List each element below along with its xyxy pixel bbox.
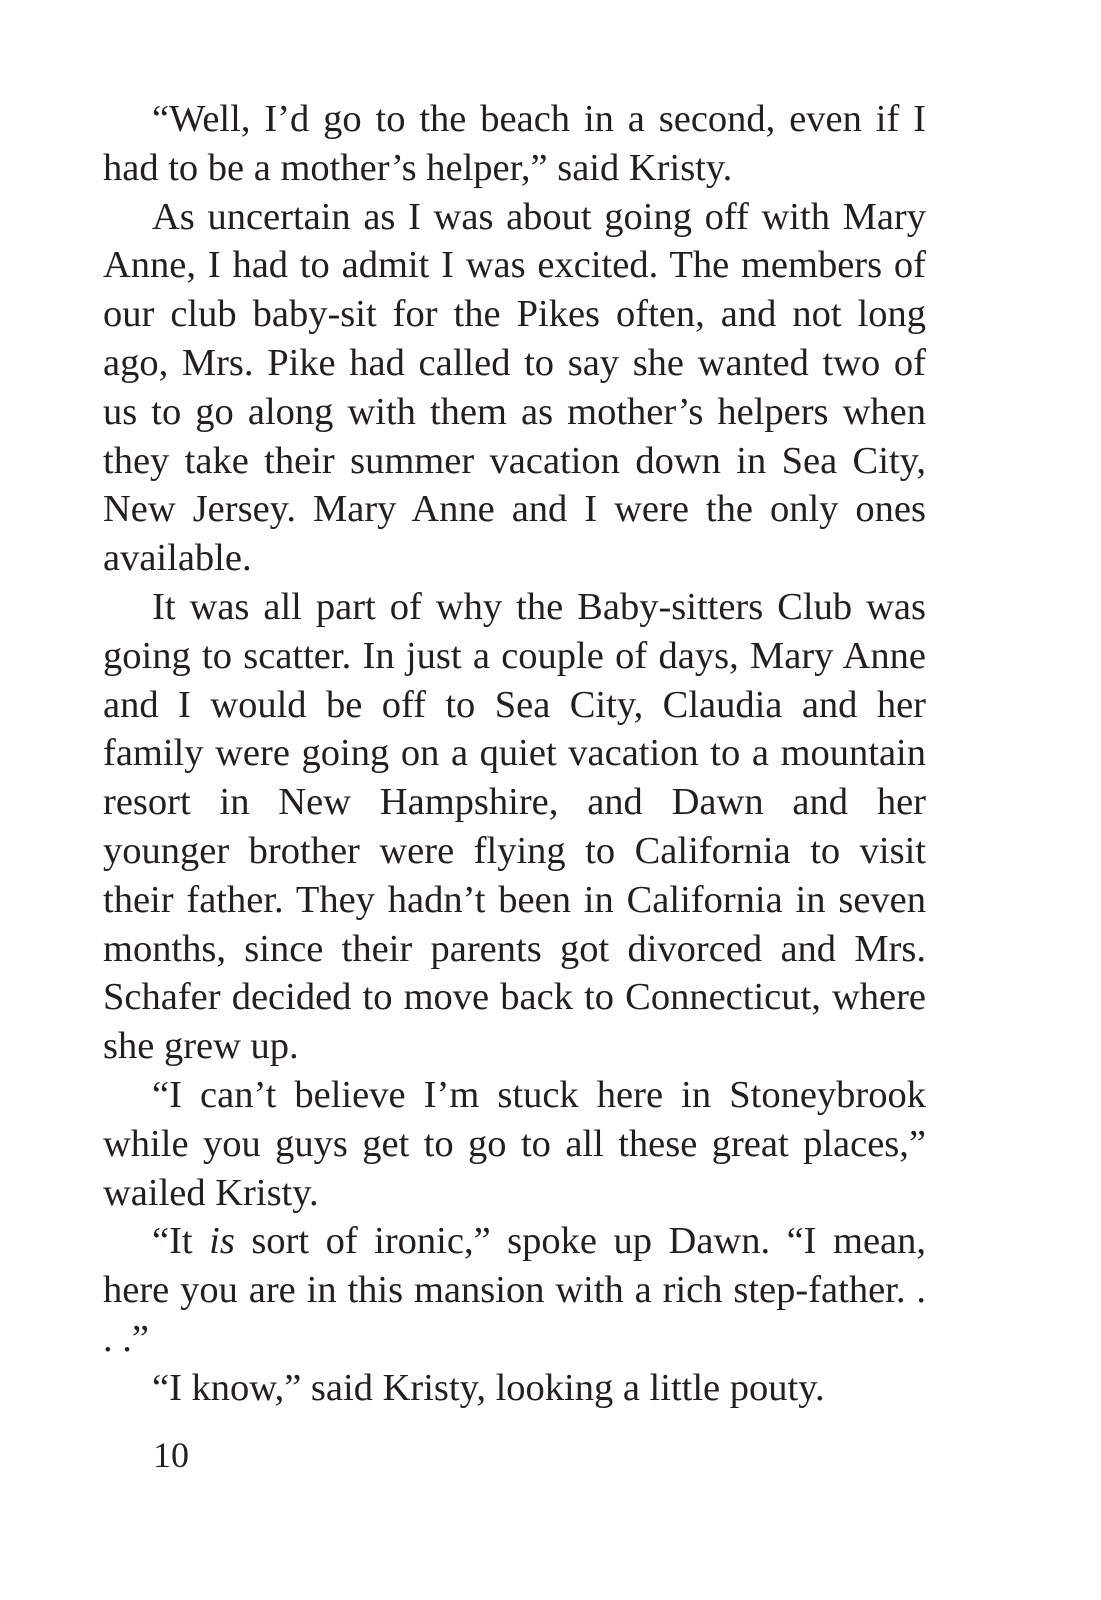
page-number: 10 [153, 1435, 189, 1475]
paragraph-2 [103, 193, 926, 583]
paragraph-text: sort of ironic,” spoke up Dawn. “I mean, here you are in this mansion with a rich step-father. . . .” [103, 1220, 927, 1360]
paragraph-text: “It [152, 1220, 210, 1263]
body-text [103, 95, 926, 1413]
paragraph-text: “I know,” said Kristy, looking a little pouty. [152, 1366, 825, 1409]
paragraph-1 [103, 95, 926, 193]
paragraph-text: “I can’t believe I’m stuck here in Stoneybrook while you guys get to go to all these great places,” wailed Kristy. [103, 1073, 926, 1214]
paragraph-6 [103, 1364, 926, 1413]
paragraph-text: “Well, I’d go to the beach in a second, even if I had to be a mother’s helper,” said Kristy. [103, 98, 926, 189]
paragraph-text: As uncertain as I was about going off with Mary Anne, I had to admit I was excited. The members of our club baby-sit for the Pikes often, and not long ago, Mrs. Pike had called to say she wanted two of us to go along with them as mother’s helpers when they take their summer vacation down in Sea City, New Jersey. Mary Anne and I were the only ones available. [103, 195, 926, 580]
paragraph-3 [103, 583, 926, 1071]
italic-emphasis: is [209, 1220, 235, 1263]
paragraph-5 [103, 1217, 926, 1363]
paragraph-text: It was all part of why the Baby-sitters Club was going to scatter. In just a couple of days, Mary Anne and I would be off to Sea City, Claudia and her family were going on a quiet vacation to a mountain resort in New Hampshire, and Dawn and her younger brother were flying to California to visit their father. They hadn’t been in California in seven months, since their parents got divorced and Mrs. Schafer decided to move back to Connecticut, where she grew up. [103, 585, 926, 1068]
paragraph-4 [103, 1071, 926, 1217]
